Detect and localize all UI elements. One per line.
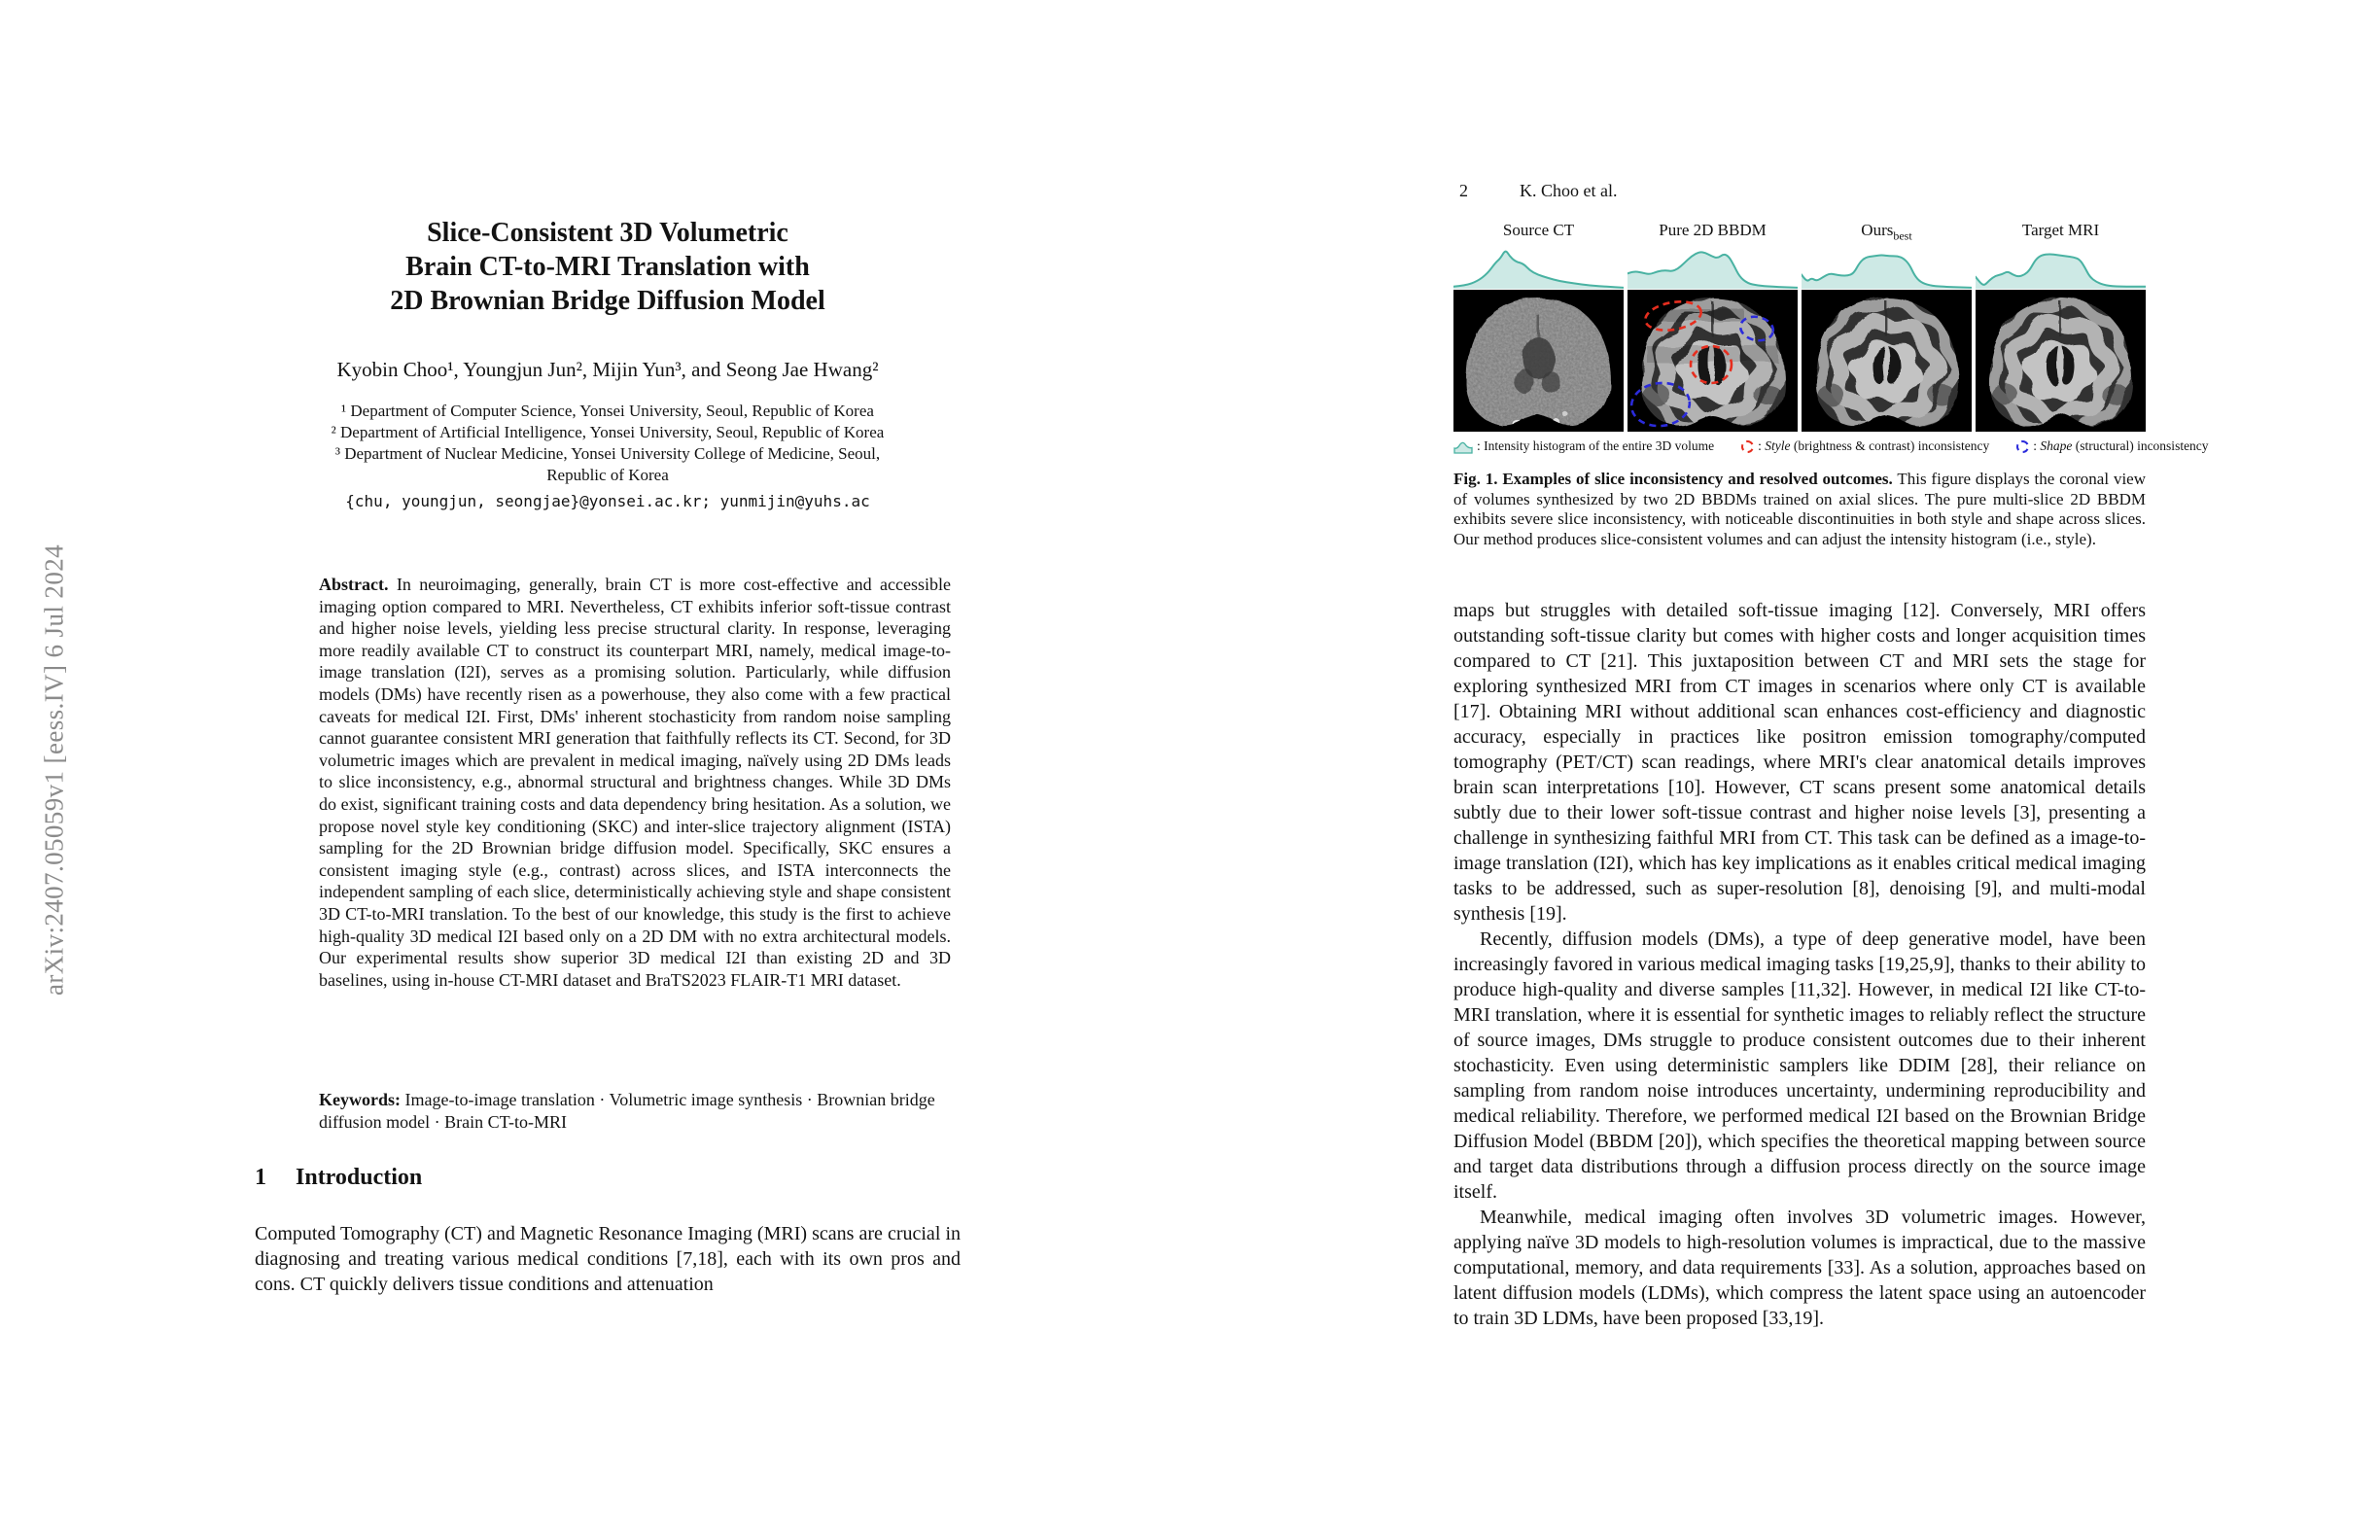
red-dashed-circle-icon xyxy=(1741,440,1754,453)
paper-title-line3: 2D Brownian Bridge Diffusion Model xyxy=(390,286,825,316)
section-heading-introduction xyxy=(255,1165,422,1191)
legend-item-style: : Style (brightness & contrast) inconsistency xyxy=(1741,438,1989,454)
figure-panel-ct xyxy=(1453,220,1624,432)
body-text xyxy=(1453,598,2146,1331)
keywords-label: Keywords: xyxy=(319,1090,401,1109)
author-list: Kyobin Choo¹, Youngjun Jun², Mijin Yun³, and Seong Jae Hwang² xyxy=(336,358,879,381)
running-head-authors: K. Choo et al. xyxy=(1520,181,1618,200)
intensity-histogram-bbdm xyxy=(1628,243,1798,290)
body-paragraph-1: maps but struggles with detailed soft-tissue imaging [12]. Conversely, MRI offers outstanding soft-tissue clarity but comes with higher costs and longer acquisition times compared to CT [21]. This juxtaposition between CT and MRI sets the stage for exploring synthesized MRI from CT images in scenarios where only CT is available [17]. Obtaining MRI without additional scan enhances cost-efficiency and diagnostic accuracy, especially in practices like positron emission tomography/computed tomography (PET/CT) scan readings, where MRI's clear anatomical details improves brain scan interpretations [10]. However, CT scans present some anatomical details subtly due to their lower soft-tissue contrast and higher noise levels [3], presenting a challenge in synthesizing faithful MRI from CT. This task can be defined as a image-to-image translation (I2I), which has key implications as it enables critical medical imaging tasks to be addressed, such as super-resolution [8], denoising [9], and multi-modal synthesis [19]. xyxy=(1453,600,2146,925)
affiliation-2: ² Department of Artificial Intelligence, Yonsei University, Seoul, Republic of Korea xyxy=(331,423,885,441)
affiliation-3b: Republic of Korea xyxy=(546,466,669,484)
arxiv-watermark: arXiv:2407.05059v1 [eess.IV] 6 Jul 2024 xyxy=(39,543,69,997)
keywords xyxy=(319,1089,951,1134)
figure-caption-text: This figure displays the coronal view of volumes synthesized by two 2D BBDMs trained on axial slices. The pure multi-slice 2D BBDM exhibits severe slice inconsistency, with noticeable discontinuities in both style and shape across slices. Our method produces slice-consistent volumes and can adjust the intensity histogram (i.e., style). xyxy=(1453,470,2146,548)
intensity-histogram-ours xyxy=(1802,243,1972,290)
brain-scan-ours xyxy=(1802,290,1972,432)
introduction-paragraph: Computed Tomography (CT) and Magnetic Resonance Imaging (MRI) scans are crucial in diagnosing and treating various medical conditions [7,18], each with its own pros and cons. CT quickly delivers tissue conditions and attenuation xyxy=(255,1223,961,1295)
figure-1 xyxy=(1453,220,2209,456)
paper-title-line2: Brain CT-to-MRI Translation with xyxy=(405,252,810,282)
legend-item-shape: : Shape (structural) inconsistency xyxy=(2016,438,2208,454)
panel-label-ct: Source CT xyxy=(1502,221,1575,239)
affiliations xyxy=(255,401,961,486)
histogram-swatch-icon xyxy=(1453,439,1473,454)
right-page xyxy=(1453,181,2209,1331)
intensity-histogram-ct xyxy=(1453,243,1624,290)
figure-legend xyxy=(1453,437,2209,456)
panel-label-bbdm: Pure 2D BBDM xyxy=(1659,221,1767,239)
figure-panel-target xyxy=(1976,220,2146,432)
keywords-text: Image-to-image translation · Volumetric image synthesis · Brownian bridge diffusion model · Brain CT-to-MRI xyxy=(319,1090,935,1132)
abstract-text: In neuroimaging, generally, brain CT is more cost-effective and accessible imaging option compared to MRI. Nevertheless, CT exhibits inferior soft-tissue contrast and higher noise levels, yielding less precise structural clarity. In response, leveraging more readily available CT to construct its counterpart MRI, namely, medical image-to-image translation (I2I), serves as a promising solution. Particularly, while diffusion models (DMs) have recently risen as a powerhouse, they also come with a few practical caveats for medical I2I. First, DMs' inherent stochasticity from random noise sampling cannot guarantee consistent MRI generation that faithfully reflects its CT. Second, for 3D volumetric images which are prevalent in medical imaging, naïvely using 2D DMs leads to slice inconsistency, e.g., abnormal structural and brightness changes. While 3D DMs do exist, significant training costs and data dependency bring hesitation. As a solution, we propose novel style key conditioning (SKC) and inter-slice trajectory alignment (ISTA) sampling for the 2D Brownian bridge diffusion model. Specifically, SKC ensures a consistent imaging style (e.g., contrast) across slices, and ISTA interconnects the independent sampling of each slice, deterministically achieving style and shape consistent 3D CT-to-MRI translation. To the best of our knowledge, this study is the first to achieve high-quality 3D medical I2I based only on a 2D DM with no extra architectural models. Our experimental results show superior 3D medical I2I than existing 2D and 3D baselines, using in-house CT-MRI dataset and BraTS2023 FLAIR-T1 MRI dataset. xyxy=(319,575,951,990)
section-title: Introduction xyxy=(296,1165,423,1190)
brain-scan-target xyxy=(1976,290,2146,432)
affiliation-3: ³ Department of Nuclear Medicine, Yonsei University College of Medicine, Seoul, xyxy=(334,444,881,463)
contact-emails: {chu, youngjun, seongjae}@yonsei.ac.kr; yunmijin@yuhs.ac xyxy=(345,492,870,510)
figure-panel-ours xyxy=(1802,220,1972,432)
section-number: 1 xyxy=(255,1165,266,1190)
abstract-label: Abstract. xyxy=(319,575,389,594)
figure-caption-label: Fig. 1. Examples of slice inconsistency and resolved outcomes. xyxy=(1453,470,1893,488)
figure-panels xyxy=(1453,220,2146,432)
intensity-histogram-target xyxy=(1976,243,2146,290)
running-header xyxy=(1453,181,2146,208)
affiliation-1: ¹ Department of Computer Science, Yonsei University, Seoul, Republic of Korea xyxy=(341,402,874,420)
figure-caption xyxy=(1453,470,2146,549)
brain-scan-bbdm xyxy=(1628,290,1798,432)
legend-item-histogram: : Intensity histogram of the entire 3D volume xyxy=(1453,438,1714,454)
figure-panel-bbdm xyxy=(1628,220,1798,432)
page-number: 2 xyxy=(1459,181,1468,200)
paper-title-line1: Slice-Consistent 3D Volumetric xyxy=(427,218,788,248)
panel-label-target: Target MRI xyxy=(2021,221,2100,239)
brain-scan-ct xyxy=(1453,290,1624,432)
body-paragraph-3: Meanwhile, medical imaging often involves 3D volumetric images. However, applying naïve 3D models to high-resolution volumes is impractical, due to the massive computational, memory, and data requirements [33]. As a solution, approaches based on latent diffusion models (LDMs), which compress the latent space using an autoencoder to train 3D LDMs, have been proposed [33,19]. xyxy=(1453,1207,2146,1329)
panel-label-ours: Ours$_{best}$ xyxy=(1861,221,1912,243)
body-paragraph-2: Recently, diffusion models (DMs), a type of deep generative model, have been increasingly favored in various medical imaging tasks [19,25,9], thanks to their ability to produce high-quality and diverse samples [11,32]. However, in medical I2I like CT-to-MRI translation, where it is essential for synthetic images to reliably reflect the structure of source images, DMs struggle to produce consistent outcomes due to their inherent stochasticity. Even using deterministic samplers like DDIM [28], their reliance on sampling from random noise introduces uncertainty, undermining reproducibility and medical reliability. Therefore, we performed medical I2I based on the Brownian Bridge Diffusion Model (BBDM [20]), which specifies the theoretical mapping between source and target data distributions through a diffusion process directly on the source image itself. xyxy=(1453,928,2146,1203)
abstract xyxy=(319,574,951,991)
blue-dashed-circle-icon xyxy=(2016,440,2029,453)
paper-title xyxy=(255,216,961,318)
